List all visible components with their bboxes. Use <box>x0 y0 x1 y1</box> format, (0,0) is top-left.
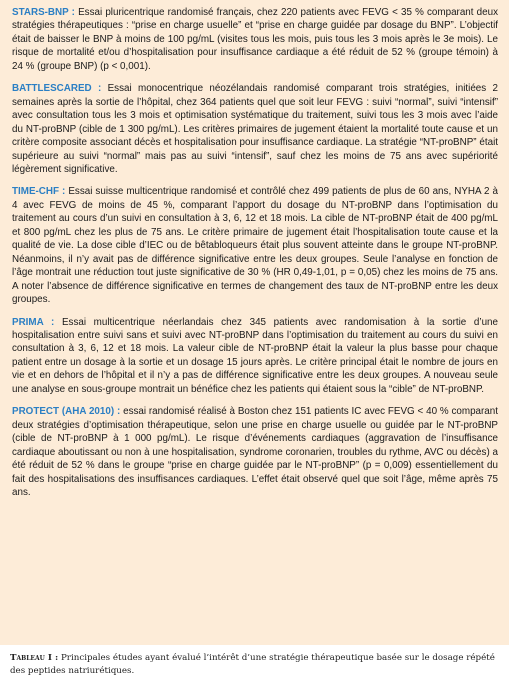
table-caption <box>10 652 504 677</box>
study-text: essai randomisé réalisé à Boston chez 151 patients IC avec FEVG < 40 % comparant deux stratégies d’optimisation thérapeutique, selon une prise en charge usuelle ou guidée par le NT-proBNP (cible de NT-proBNP à 1 000 pg/mL). Le risque d’événements cardiaques (aggravation de l’insuffisance cardiaque aboutissant ou non à une hospitalisation, syndrome coronarien, troubles du rythme, AVC ou décès) a été réduit de 52 % dans le groupe “prise en charge guidée par le NT-proBNP” (p = 0,009) essentiellement du fait des hospitalisations des insuffisances cardiaques. L’effet était observé quel que soit l’âge, même après 75 ans. <box>12 406 498 498</box>
study-name: STARS-BNP : <box>12 7 75 18</box>
caption-label: Tableau I : <box>10 653 59 663</box>
study-name: BATTLESCARED : <box>12 83 102 95</box>
study-name: PROTECT (AHA 2010) : <box>12 406 121 418</box>
caption-text: Principales études ayant évalué l’intérêt d’une stratégie thérapeutique basée sur le dosage répété des peptides natriurétiques. <box>10 653 495 676</box>
study-text: Essai suisse multicentrique randomisé et contrôlé chez 499 patients de plus de 60 ans, NYHA 2 à 4 avec FEVG de moins de 45 %, comparant l’apport du dosage du NT-proBNP dans l’optimisation du traitement au cours d’un suivi en consultation à 3, 6, 12 et 18 mois. La cible de NT-proBNP était de 400 pg/mL et 800 pg/mL chez les plus de 75 ans. Le critère primaire de jugement était l’hospitalisation toute cause et la qualité de vie. La dose cible d’IEC ou de bêtabloqueurs était plus souvent atteinte dans le groupe NT-proBNP. Néanmoins, il n’y avait pas de différence significative entre les deux groupes. Seule l’analyse en fonction de l’âge montrait une réduction tout juste significative de 30 % (HR 0,49-1,01, p = 0,05) chez les moins de 75 ans. A noter l’absence de différence significative en termes de changement des taux de NT-proBNP entre les deux groupes. <box>12 186 498 306</box>
study-protect <box>12 405 498 499</box>
study-text: Essai monocentrique néozélandais randomisé comparant trois stratégies, initiées 2 semaines après la sortie de l’hôpital, chez 364 patients quel que soit leur FEVG : suivi “normal”, suivi “intensif” avec consultation tous les 3 mois et optimisation systématique du traitement, suivi tous les 3 mois avec l’aide du NT-proBNP (cible de 1 300 pg/mL). Les critères primaires de jugement étaient la mortalité toute cause et un critère composite associant décès et hospitalisation pour insuffisance cardiaque. La stratégie “NT-proBNP” était supérieure au suivi “normal” mais pas au suivi “intensif”, sauf chez les moins de 75 ans avec supériorité légèrement significative. <box>12 83 498 175</box>
study-text: Essai pluricentrique randomisé français, chez 220 patients avec FEVG < 35 % comparant deux stratégies thérapeutiques : “prise en charge usuelle” et “prise en charge guidée par dosage du BNP”. L’objectif était de baisser le BNP à moins de 100 pg/mL (visites tous les mois, puis tous les 3 mois après le 3e mois). Le risque de mortalité et/ou d’hospitalisation pour insuffisance cardiaque a été réduit de 52 % (groupe témoin) à 24 % (groupe BNP) (p < 0,001). <box>12 7 498 72</box>
study-prima <box>12 316 498 397</box>
study-stars-bnp <box>12 6 498 73</box>
study-text: Essai multicentrique néerlandais chez 345 patients avec randomisation à la sortie d’une hospitalisation entre suivi sans et suivi avec NT-proBNP dans l’optimisation du traitement au cours du suivi en consultation à 3, 6, 12 et 18 mois. La valeur cible de NT-proBNP était la valeur la plus basse pour chaque patient entre un dosage à la sortie et un dosage 15 jours après. Le critère principal était le nombre de jours en vie et en dehors de l’hôpital et il n’y a pas de différence significative entre les deux groupes. A nouveau seule une analyse en sous-groupe montrait un bénéfice chez les patients qui étaient sous la “cible” de NT-proBNP. <box>12 316 498 395</box>
study-name: TIME-CHF : <box>12 186 66 198</box>
study-name: PRIMA : <box>12 316 55 328</box>
study-time-chf <box>12 185 498 306</box>
study-battlescared <box>12 82 498 176</box>
